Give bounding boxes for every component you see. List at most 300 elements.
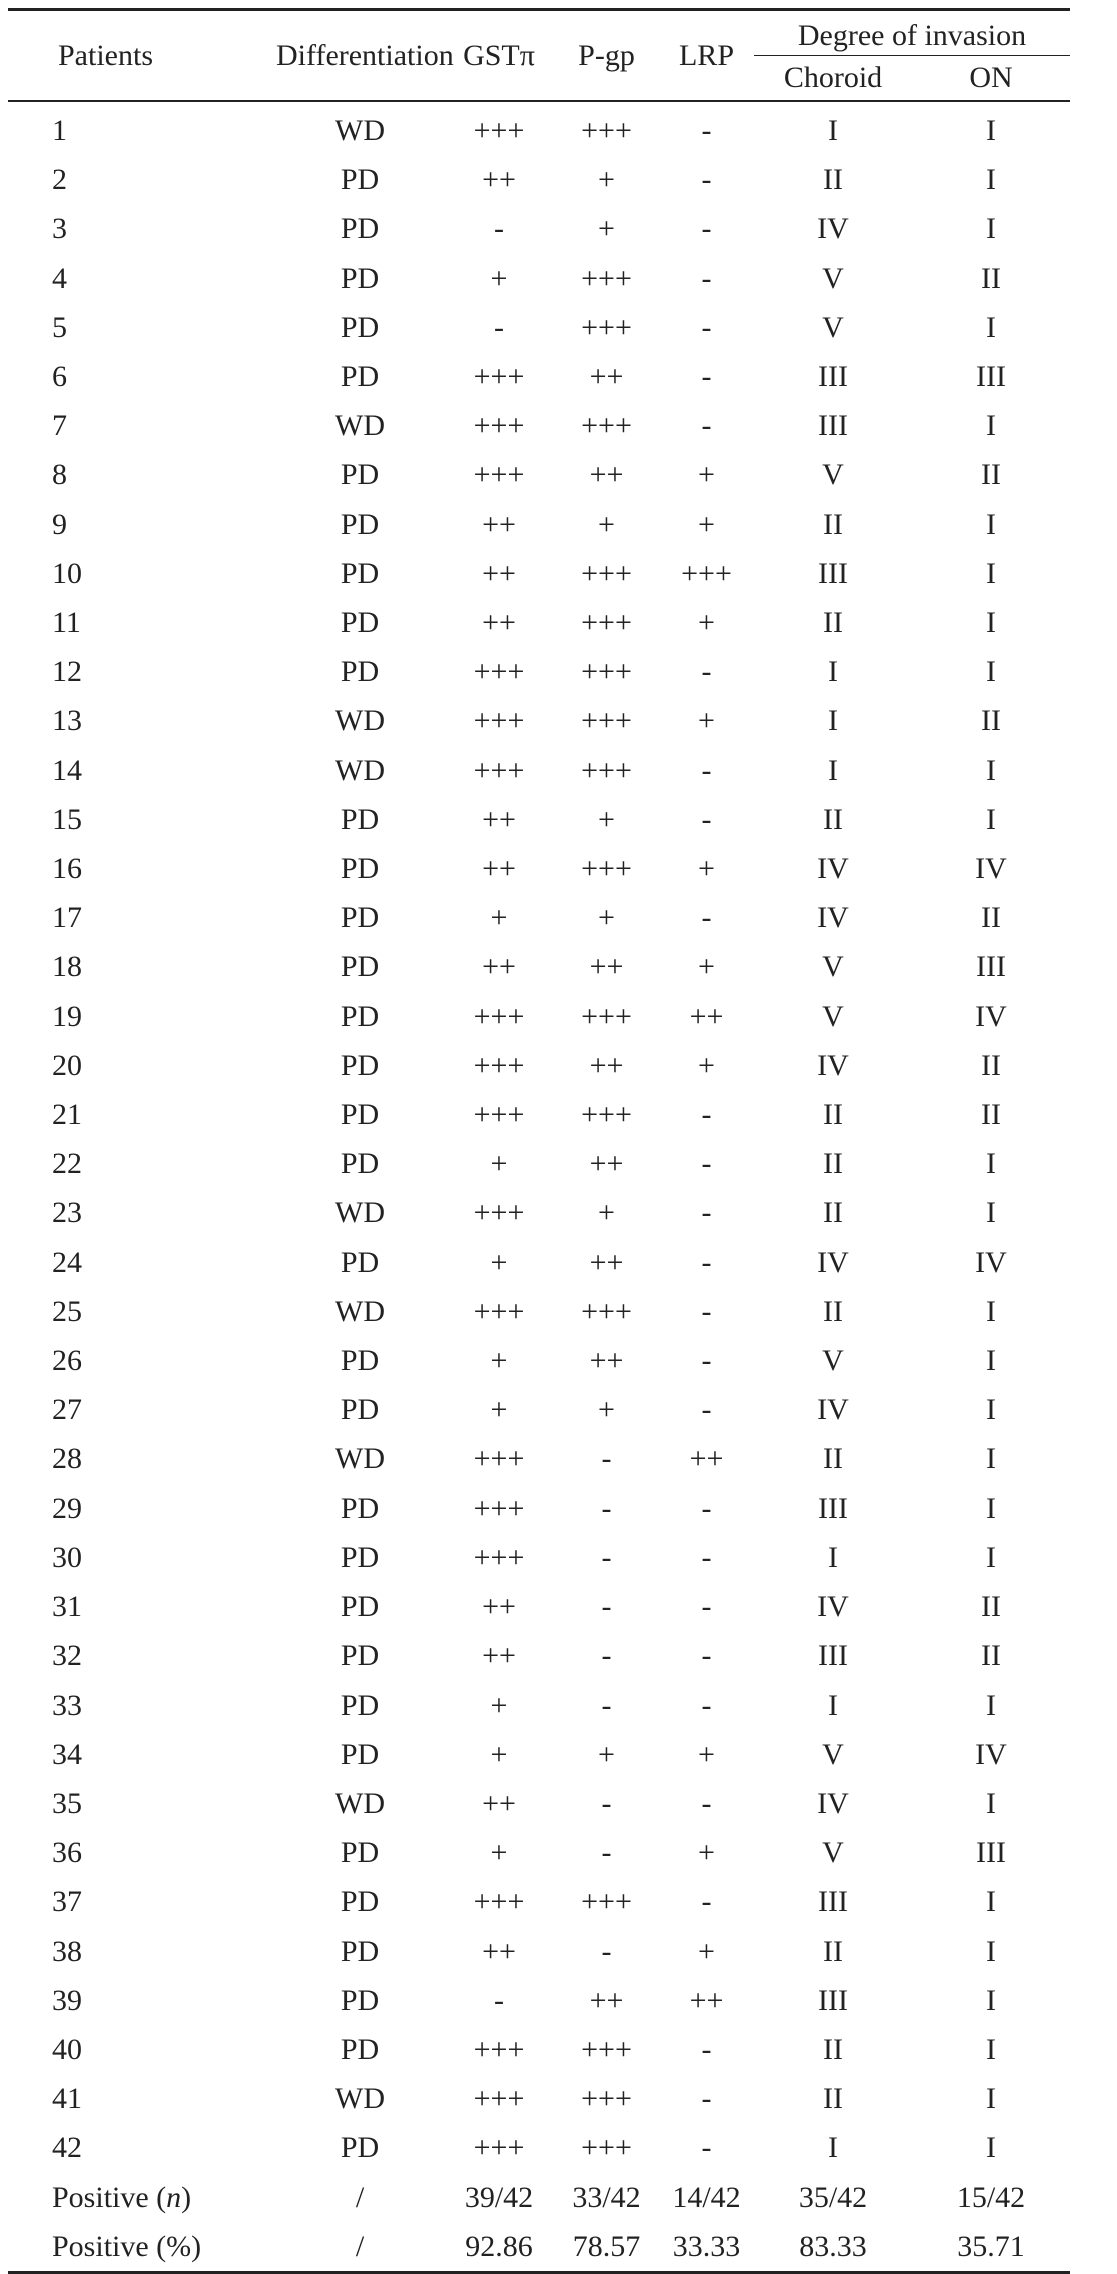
patient-id-cell: 12 [52, 655, 82, 689]
lrp-cell: - [701, 212, 712, 246]
patient-id-cell: 1 [52, 114, 67, 147]
table-row [8, 746, 1070, 795]
pgp-cell: +++ [581, 2131, 632, 2165]
table-row [8, 1434, 1070, 1483]
patient-invasion-table [8, 8, 1070, 2274]
differentiation-cell: PD [340, 1147, 380, 1181]
lrp-cell: + [698, 507, 715, 541]
patient-id-cell: 14 [52, 753, 82, 787]
differentiation-cell: PD [340, 1934, 380, 1968]
patient-id-cell: 3 [52, 212, 67, 246]
pgp-cell: - [601, 1639, 612, 1673]
differentiation-cell: PD [340, 556, 380, 590]
on-cell: I [986, 1442, 996, 1476]
choroid-cell: II [823, 1147, 843, 1181]
on-cell: I [986, 212, 996, 246]
choroid-cell: IV [817, 212, 849, 246]
pgp-cell: + [598, 1196, 615, 1230]
on-cell: I [986, 2082, 996, 2116]
gst-cell: +++ [473, 1294, 525, 1328]
table-row [8, 1484, 1070, 1533]
header-on: ON [912, 56, 1070, 102]
lrp-cell: + [698, 704, 715, 738]
patient-id-cell: 29 [52, 1491, 82, 1525]
gst-cell: ++ [482, 950, 516, 984]
differentiation-cell: PD [340, 1048, 380, 1082]
on-cell: I [986, 114, 996, 147]
gst-cell: +++ [473, 1048, 525, 1082]
differentiation-cell: WD [335, 2082, 385, 2116]
on-cell: IV [975, 999, 1007, 1033]
lrp-cell: - [701, 2131, 712, 2165]
summary-positive-n-value: 15/42 [956, 2180, 1026, 2214]
table-row [8, 1730, 1070, 1779]
differentiation-cell: PD [340, 1885, 380, 1919]
differentiation-cell: WD [335, 1786, 385, 1820]
pgp-cell: +++ [581, 310, 632, 344]
table-row [8, 1188, 1070, 1237]
gst-cell: + [490, 1147, 508, 1181]
lrp-cell: - [701, 1147, 712, 1181]
table-row [8, 1976, 1070, 2025]
table-row [8, 1139, 1070, 1188]
table-row [8, 598, 1070, 647]
differentiation-cell: PD [340, 1491, 380, 1525]
gst-cell: +++ [473, 999, 525, 1033]
differentiation-cell: PD [340, 999, 380, 1033]
lrp-cell: +++ [681, 556, 732, 590]
header-lrp: LRP [659, 10, 754, 102]
summary-positive-pct-value: 35.71 [957, 2229, 1025, 2263]
lrp-cell: + [698, 606, 715, 640]
gst-cell: ++ [482, 852, 516, 886]
choroid-cell: V [822, 1836, 844, 1870]
table-row [8, 549, 1070, 598]
on-cell: I [986, 753, 996, 787]
on-cell: I [986, 1540, 996, 1574]
on-cell: II [981, 1048, 1001, 1082]
on-cell: I [986, 1393, 996, 1427]
gst-cell: +++ [473, 2032, 525, 2066]
pgp-cell: +++ [581, 1294, 632, 1328]
gst-cell: +++ [473, 360, 525, 394]
table-row [8, 1041, 1070, 1090]
gst-cell: +++ [473, 1442, 525, 1476]
table-row [8, 1681, 1070, 1730]
gst-cell: + [490, 1737, 508, 1771]
on-cell: III [976, 1836, 1006, 1870]
choroid-cell: IV [817, 1786, 849, 1820]
pgp-cell: +++ [581, 999, 632, 1033]
table-row [8, 1336, 1070, 1385]
patient-id-cell: 9 [52, 507, 67, 541]
patient-id-cell: 31 [52, 1590, 82, 1624]
table-row [8, 1779, 1070, 1828]
on-cell: I [986, 310, 996, 344]
differentiation-cell: PD [340, 802, 380, 836]
on-cell: II [981, 704, 1001, 738]
on-cell: I [986, 1344, 996, 1378]
table-row [8, 500, 1070, 549]
gst-cell: ++ [482, 606, 516, 640]
header-gst: GSTπ [444, 10, 554, 102]
pgp-cell: - [601, 1442, 612, 1476]
summary-positive-pct-value: / [355, 2229, 365, 2263]
table-row [8, 1238, 1070, 1287]
choroid-cell: III [818, 1885, 848, 1919]
gst-cell: - [494, 1983, 504, 2017]
pgp-cell: ++ [589, 1048, 624, 1082]
choroid-cell: III [818, 1983, 848, 2017]
gst-cell: ++ [482, 1786, 516, 1820]
pgp-cell: +++ [581, 753, 632, 787]
patient-id-cell: 23 [52, 1196, 82, 1230]
lrp-cell: - [701, 114, 712, 147]
summary-label-suffix: ) [181, 2180, 192, 2214]
table-row [8, 893, 1070, 942]
table-row [8, 204, 1070, 253]
differentiation-cell: PD [340, 1639, 380, 1673]
lrp-cell: - [701, 1540, 712, 1574]
table-row [8, 155, 1070, 204]
lrp-cell: - [701, 1196, 712, 1230]
summary-row-positive-pct [8, 2222, 1070, 2273]
patient-id-cell: 13 [52, 704, 82, 738]
on-cell: I [986, 1196, 996, 1230]
summary-positive-n-value: 39/42 [464, 2180, 534, 2214]
header-patients: Patients [8, 10, 276, 102]
choroid-cell: V [822, 950, 844, 984]
differentiation-cell: PD [340, 606, 380, 640]
summary-positive-n-value: 35/42 [798, 2180, 868, 2214]
lrp-cell: - [701, 360, 712, 394]
on-cell: II [981, 261, 1001, 295]
differentiation-cell: PD [340, 655, 380, 689]
choroid-cell: IV [817, 852, 849, 886]
choroid-cell: IV [817, 1590, 849, 1624]
choroid-cell: I [828, 2131, 838, 2165]
choroid-cell: I [828, 1540, 838, 1574]
header-differentiation: Differentiation [276, 10, 444, 102]
patient-id-cell: 30 [52, 1540, 82, 1574]
differentiation-cell: PD [340, 2131, 380, 2165]
differentiation-cell: PD [340, 261, 380, 295]
lrp-cell: - [701, 655, 712, 689]
on-cell: I [986, 409, 996, 443]
pgp-cell: ++ [589, 1344, 624, 1378]
table-row [8, 1631, 1070, 1680]
pgp-cell: +++ [581, 2082, 632, 2116]
patient-id-cell: 41 [52, 2082, 82, 2116]
summary-positive-n-value: 14/42 [672, 2180, 741, 2214]
differentiation-cell: PD [340, 2032, 380, 2066]
patient-id-cell: 38 [52, 1934, 82, 1968]
on-cell: IV [975, 1737, 1007, 1771]
pgp-cell: +++ [581, 261, 632, 295]
patient-id-cell: 32 [52, 1639, 82, 1673]
choroid-cell: I [828, 655, 838, 689]
lrp-cell: + [698, 1836, 715, 1870]
differentiation-cell: WD [335, 704, 385, 738]
table-row [8, 1533, 1070, 1582]
lrp-cell: + [698, 458, 715, 492]
lrp-cell: - [701, 1786, 712, 1820]
table-row [8, 450, 1070, 499]
choroid-cell: III [818, 1639, 848, 1673]
differentiation-cell: PD [340, 507, 380, 541]
on-cell: I [986, 802, 996, 836]
patient-id-cell: 7 [52, 409, 67, 443]
summary-positive-pct-value: 92.86 [465, 2229, 533, 2263]
header-pgp: P-gp [554, 10, 659, 102]
table-row [8, 2025, 1070, 2074]
pgp-cell: +++ [581, 852, 632, 886]
patient-id-cell: 17 [52, 901, 82, 935]
patient-id-cell: 24 [52, 1245, 82, 1279]
choroid-cell: II [823, 1442, 843, 1476]
pgp-cell: - [601, 1786, 612, 1820]
patient-id-cell: 2 [52, 163, 67, 197]
table-row [8, 2123, 1070, 2172]
gst-cell: ++ [482, 556, 516, 590]
differentiation-cell: PD [340, 1344, 380, 1378]
on-cell: I [986, 1294, 996, 1328]
patient-id-cell: 25 [52, 1294, 82, 1328]
gst-cell: +++ [473, 753, 525, 787]
pgp-cell: + [598, 901, 615, 935]
pgp-cell: + [598, 1737, 615, 1771]
differentiation-cell: WD [335, 1294, 385, 1328]
summary-label-positive-pct: Positive (%) [52, 2229, 202, 2263]
pgp-cell: ++ [589, 1983, 624, 2017]
pgp-cell: +++ [581, 556, 632, 590]
lrp-cell: - [701, 1688, 712, 1722]
table-row [8, 795, 1070, 844]
lrp-cell: - [701, 2082, 712, 2116]
on-cell: I [986, 1491, 996, 1525]
gst-cell: +++ [473, 704, 525, 738]
gst-cell: +++ [473, 458, 525, 492]
on-cell: IV [975, 1245, 1007, 1279]
choroid-cell: II [823, 2032, 843, 2066]
choroid-cell: II [823, 163, 843, 197]
differentiation-cell: PD [340, 360, 380, 394]
differentiation-cell: PD [340, 950, 380, 984]
patient-id-cell: 28 [52, 1442, 82, 1476]
on-cell: I [986, 163, 996, 197]
on-cell: I [986, 1885, 996, 1919]
choroid-cell: II [823, 1196, 843, 1230]
on-cell: III [976, 360, 1006, 394]
pgp-cell: +++ [581, 1098, 632, 1132]
on-cell: I [986, 2131, 996, 2165]
pgp-cell: ++ [589, 458, 624, 492]
table-row [8, 1090, 1070, 1139]
pgp-cell: ++ [589, 950, 624, 984]
lrp-cell: - [701, 1590, 712, 1624]
differentiation-cell: PD [340, 1245, 380, 1279]
choroid-cell: II [823, 1294, 843, 1328]
choroid-cell: V [822, 458, 844, 492]
pgp-cell: +++ [581, 1885, 632, 1919]
lrp-cell: - [701, 2032, 712, 2066]
gst-cell: + [490, 1688, 508, 1722]
on-cell: I [986, 556, 996, 590]
summary-positive-pct-value: 33.33 [672, 2229, 741, 2263]
lrp-cell: + [698, 1737, 715, 1771]
patient-id-cell: 10 [52, 556, 82, 590]
on-cell: II [981, 458, 1001, 492]
on-cell: III [976, 950, 1006, 984]
table-row [8, 992, 1070, 1041]
patient-id-cell: 39 [52, 1983, 82, 2017]
lrp-cell: - [701, 901, 712, 935]
patient-id-cell: 5 [52, 310, 67, 344]
gst-cell: ++ [482, 163, 516, 197]
lrp-cell: - [701, 1393, 712, 1427]
on-cell: I [986, 1934, 996, 1968]
lrp-cell: - [701, 261, 712, 295]
choroid-cell: II [823, 1934, 843, 1968]
patient-id-cell: 27 [52, 1393, 82, 1427]
summary-positive-n-value: / [355, 2180, 365, 2214]
choroid-cell: III [818, 556, 848, 590]
gst-cell: +++ [473, 2131, 525, 2165]
table-header [8, 10, 1070, 102]
summary-positive-pct-value: 83.33 [799, 2229, 867, 2263]
on-cell: I [986, 606, 996, 640]
pgp-cell: ++ [589, 1147, 624, 1181]
pgp-cell: + [598, 802, 615, 836]
gst-cell: - [494, 310, 504, 344]
gst-cell: + [490, 1344, 508, 1378]
choroid-cell: I [828, 114, 838, 147]
choroid-cell: V [822, 1737, 844, 1771]
lrp-cell: - [701, 1344, 712, 1378]
gst-cell: + [490, 1245, 508, 1279]
gst-cell: +++ [473, 114, 525, 147]
on-cell: I [986, 1147, 996, 1181]
lrp-cell: + [698, 1934, 715, 1968]
patient-id-cell: 20 [52, 1048, 82, 1082]
lrp-cell: - [701, 1245, 712, 1279]
gst-cell: - [494, 212, 504, 246]
choroid-cell: III [818, 1491, 848, 1525]
table-row [8, 352, 1070, 401]
summary-row-positive-n [8, 2173, 1070, 2222]
gst-cell: ++ [482, 802, 516, 836]
table-row [8, 1828, 1070, 1877]
choroid-cell: II [823, 802, 843, 836]
gst-cell: + [490, 1393, 508, 1427]
pgp-cell: +++ [581, 655, 632, 689]
differentiation-cell: WD [335, 1196, 385, 1230]
table-row [8, 254, 1070, 303]
on-cell: I [986, 655, 996, 689]
differentiation-cell: PD [340, 212, 380, 246]
pgp-cell: + [598, 212, 615, 246]
choroid-cell: I [828, 1688, 838, 1722]
differentiation-cell: WD [335, 753, 385, 787]
pgp-cell: +++ [581, 606, 632, 640]
lrp-cell: + [698, 852, 715, 886]
lrp-cell: ++ [689, 1442, 724, 1476]
table-row [8, 101, 1070, 155]
gst-cell: +++ [473, 1885, 525, 1919]
lrp-cell: - [701, 1639, 712, 1673]
patient-id-cell: 37 [52, 1885, 82, 1919]
choroid-cell: IV [817, 1245, 849, 1279]
pgp-cell: +++ [581, 704, 632, 738]
gst-cell: + [490, 261, 508, 295]
table-row [8, 844, 1070, 893]
choroid-cell: V [822, 261, 844, 295]
patient-id-cell: 42 [52, 2131, 82, 2165]
choroid-cell: III [818, 360, 848, 394]
gst-cell: +++ [473, 1098, 525, 1132]
table-row [8, 401, 1070, 450]
pgp-cell: +++ [581, 2032, 632, 2066]
pgp-cell: - [601, 1590, 612, 1624]
gst-cell: ++ [482, 1590, 516, 1624]
on-cell: I [986, 1983, 996, 2017]
choroid-cell: III [818, 409, 848, 443]
summary-positive-n-value: 33/42 [572, 2180, 641, 2214]
lrp-cell: - [701, 409, 712, 443]
on-cell: I [986, 2032, 996, 2066]
gst-cell: +++ [473, 1491, 525, 1525]
differentiation-cell: PD [340, 1098, 380, 1132]
patient-id-cell: 6 [52, 360, 67, 394]
gst-cell: +++ [473, 655, 525, 689]
table-row [8, 942, 1070, 991]
on-cell: IV [975, 852, 1007, 886]
patient-id-cell: 16 [52, 852, 82, 886]
table-row [8, 1582, 1070, 1631]
table-row [8, 2074, 1070, 2123]
on-cell: II [981, 1639, 1001, 1673]
patient-id-cell: 22 [52, 1147, 82, 1181]
lrp-cell: ++ [689, 1983, 724, 2017]
patient-id-cell: 8 [52, 458, 67, 492]
header-choroid: Choroid [754, 56, 912, 102]
differentiation-cell: WD [335, 114, 385, 147]
lrp-cell: - [701, 753, 712, 787]
lrp-cell: + [698, 950, 715, 984]
gst-cell: +++ [473, 2082, 525, 2116]
summary-label-positive-n [8, 2173, 276, 2222]
patient-id-cell: 4 [52, 261, 67, 295]
differentiation-cell: WD [335, 1442, 385, 1476]
differentiation-cell: PD [340, 1688, 380, 1722]
differentiation-cell: PD [340, 1590, 380, 1624]
table-row [8, 303, 1070, 352]
summary-label-n-italic: n [166, 2180, 182, 2214]
choroid-cell: IV [817, 901, 849, 935]
differentiation-cell: WD [335, 409, 385, 443]
table-body [8, 101, 1070, 2272]
choroid-cell: V [822, 999, 844, 1033]
summary-label-prefix: Positive ( [52, 2180, 167, 2214]
pgp-cell: - [601, 1491, 612, 1525]
pgp-cell: + [598, 1393, 615, 1427]
choroid-cell: II [823, 606, 843, 640]
lrp-cell: - [701, 1294, 712, 1328]
header-degree-of-invasion: Degree of invasion [754, 10, 1070, 56]
choroid-cell: IV [817, 1393, 849, 1427]
patient-id-cell: 40 [52, 2032, 82, 2066]
choroid-cell: II [823, 1098, 843, 1132]
